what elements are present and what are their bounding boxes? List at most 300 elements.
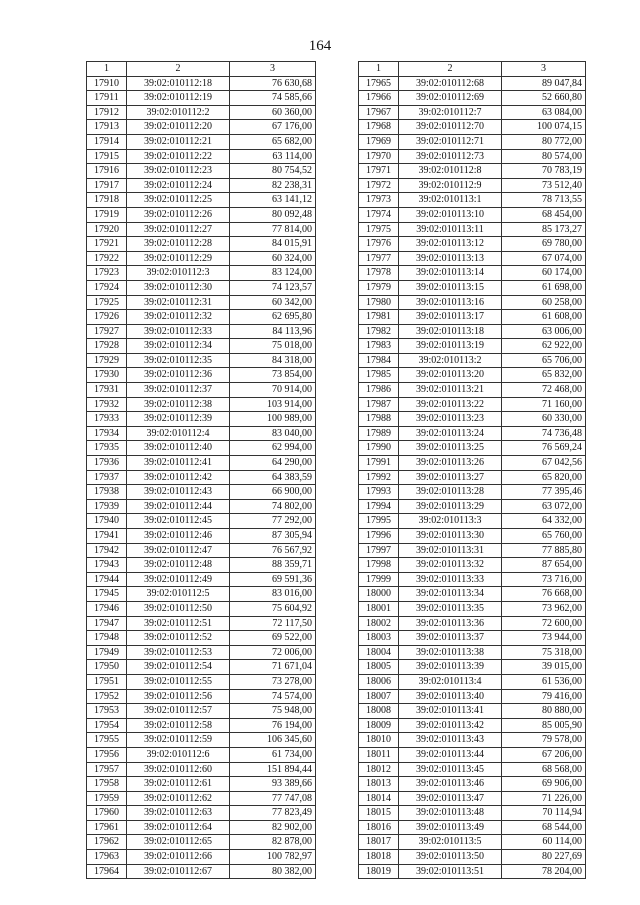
cadastral-code-cell: 39:02:010112:71 bbox=[399, 134, 502, 149]
row-number-cell: 18003 bbox=[359, 631, 399, 646]
row-number-cell: 17997 bbox=[359, 543, 399, 558]
row-number-cell: 17918 bbox=[87, 193, 127, 208]
cadastral-code-cell: 39:02:010112:32 bbox=[127, 310, 230, 325]
cadastral-code-cell: 39:02:010113:20 bbox=[399, 368, 502, 383]
cadastral-code-cell: 39:02:010112:19 bbox=[127, 91, 230, 106]
cadastral-code-cell: 39:02:010113:4 bbox=[399, 674, 502, 689]
cadastral-code-cell: 39:02:010112:5 bbox=[127, 587, 230, 602]
value-cell: 77 292,00 bbox=[230, 514, 316, 529]
value-cell: 63 141,12 bbox=[230, 193, 316, 208]
row-number-cell: 17938 bbox=[87, 485, 127, 500]
cadastral-code-cell: 39:02:010112:37 bbox=[127, 383, 230, 398]
cadastral-code-cell: 39:02:010113:28 bbox=[399, 485, 502, 500]
value-cell: 69 906,00 bbox=[502, 777, 586, 792]
row-number-cell: 17991 bbox=[359, 456, 399, 471]
cadastral-code-cell: 39:02:010112:70 bbox=[399, 120, 502, 135]
value-cell: 70 783,19 bbox=[502, 164, 586, 179]
row-number-cell: 17966 bbox=[359, 91, 399, 106]
value-cell: 74 123,57 bbox=[230, 280, 316, 295]
value-cell: 80 772,00 bbox=[502, 134, 586, 149]
value-cell: 83 016,00 bbox=[230, 587, 316, 602]
cadastral-code-cell: 39:02:010112:55 bbox=[127, 674, 230, 689]
table-row bbox=[359, 295, 586, 310]
value-cell: 71 226,00 bbox=[502, 791, 586, 806]
table-row bbox=[87, 470, 316, 485]
column-header-value: 3 bbox=[230, 62, 316, 77]
value-cell: 61 608,00 bbox=[502, 310, 586, 325]
cadastral-code-cell: 39:02:010113:36 bbox=[399, 616, 502, 631]
value-cell: 76 567,92 bbox=[230, 543, 316, 558]
value-cell: 85 005,90 bbox=[502, 718, 586, 733]
row-number-cell: 18011 bbox=[359, 747, 399, 762]
row-number-cell: 17954 bbox=[87, 718, 127, 733]
value-cell: 151 894,44 bbox=[230, 762, 316, 777]
cadastral-code-cell: 39:02:010113:43 bbox=[399, 733, 502, 748]
value-cell: 62 994,00 bbox=[230, 441, 316, 456]
value-cell: 89 047,84 bbox=[502, 76, 586, 91]
table-row bbox=[87, 485, 316, 500]
row-number-cell: 17977 bbox=[359, 251, 399, 266]
row-number-cell: 17929 bbox=[87, 353, 127, 368]
cadastral-code-cell: 39:02:010113:27 bbox=[399, 470, 502, 485]
row-number-cell: 17948 bbox=[87, 631, 127, 646]
table-row bbox=[87, 368, 316, 383]
row-number-cell: 17996 bbox=[359, 529, 399, 544]
cadastral-code-cell: 39:02:010113:50 bbox=[399, 850, 502, 865]
cadastral-code-cell: 39:02:010112:22 bbox=[127, 149, 230, 164]
table-row bbox=[87, 164, 316, 179]
value-cell: 73 944,00 bbox=[502, 631, 586, 646]
table-row bbox=[87, 383, 316, 398]
table-row bbox=[359, 850, 586, 865]
value-cell: 39 015,00 bbox=[502, 660, 586, 675]
row-number-cell: 18010 bbox=[359, 733, 399, 748]
value-cell: 67 176,00 bbox=[230, 120, 316, 135]
row-number-cell: 17924 bbox=[87, 280, 127, 295]
cadastral-code-cell: 39:02:010112:8 bbox=[399, 164, 502, 179]
table-row bbox=[359, 835, 586, 850]
table-row bbox=[87, 791, 316, 806]
row-number-cell: 18014 bbox=[359, 791, 399, 806]
row-number-cell: 17992 bbox=[359, 470, 399, 485]
row-number-cell: 17981 bbox=[359, 310, 399, 325]
row-number-cell: 17970 bbox=[359, 149, 399, 164]
value-cell: 60 342,00 bbox=[230, 295, 316, 310]
row-number-cell: 17979 bbox=[359, 280, 399, 295]
row-number-cell: 18002 bbox=[359, 616, 399, 631]
table-row bbox=[87, 777, 316, 792]
cadastral-code-cell: 39:02:010113:45 bbox=[399, 762, 502, 777]
value-cell: 62 922,00 bbox=[502, 339, 586, 354]
value-cell: 80 382,00 bbox=[230, 864, 316, 879]
table-row bbox=[359, 529, 586, 544]
row-number-cell: 18001 bbox=[359, 601, 399, 616]
value-cell: 87 305,94 bbox=[230, 529, 316, 544]
row-number-cell: 17968 bbox=[359, 120, 399, 135]
column-header-cadastral-code: 2 bbox=[399, 62, 502, 77]
cadastral-code-cell: 39:02:010113:15 bbox=[399, 280, 502, 295]
row-number-cell: 17983 bbox=[359, 339, 399, 354]
row-number-cell: 18005 bbox=[359, 660, 399, 675]
row-number-cell: 17955 bbox=[87, 733, 127, 748]
row-number-cell: 17922 bbox=[87, 251, 127, 266]
cadastral-code-cell: 39:02:010113:16 bbox=[399, 295, 502, 310]
value-cell: 73 962,00 bbox=[502, 601, 586, 616]
table-row bbox=[359, 339, 586, 354]
value-cell: 74 736,48 bbox=[502, 426, 586, 441]
cadastral-code-cell: 39:02:010112:18 bbox=[127, 76, 230, 91]
row-number-cell: 17942 bbox=[87, 543, 127, 558]
table-row bbox=[359, 441, 586, 456]
table-row bbox=[359, 674, 586, 689]
table-row bbox=[359, 105, 586, 120]
cadastral-code-cell: 39:02:010112:34 bbox=[127, 339, 230, 354]
value-cell: 69 591,36 bbox=[230, 572, 316, 587]
cadastral-code-cell: 39:02:010113:25 bbox=[399, 441, 502, 456]
row-number-cell: 17912 bbox=[87, 105, 127, 120]
table-row bbox=[359, 704, 586, 719]
table-row bbox=[87, 310, 316, 325]
cadastral-code-cell: 39:02:010112:39 bbox=[127, 412, 230, 427]
row-number-cell: 17935 bbox=[87, 441, 127, 456]
value-cell: 67 206,00 bbox=[502, 747, 586, 762]
row-number-cell: 18017 bbox=[359, 835, 399, 850]
cadastral-code-cell: 39:02:010112:7 bbox=[399, 105, 502, 120]
row-number-cell: 18018 bbox=[359, 850, 399, 865]
cadastral-code-cell: 39:02:010113:22 bbox=[399, 397, 502, 412]
table-row bbox=[359, 791, 586, 806]
cadastral-code-cell: 39:02:010113:48 bbox=[399, 806, 502, 821]
value-cell: 67 042,56 bbox=[502, 456, 586, 471]
page-number: 164 bbox=[308, 38, 332, 54]
row-number-cell: 17964 bbox=[87, 864, 127, 879]
table-row bbox=[359, 280, 586, 295]
value-cell: 83 040,00 bbox=[230, 426, 316, 441]
cadastral-code-cell: 39:02:010112:61 bbox=[127, 777, 230, 792]
cadastral-code-cell: 39:02:010112:57 bbox=[127, 704, 230, 719]
table-row bbox=[359, 120, 586, 135]
table-row bbox=[359, 747, 586, 762]
value-cell: 79 578,00 bbox=[502, 733, 586, 748]
table-row bbox=[87, 850, 316, 865]
cadastral-code-cell: 39:02:010112:45 bbox=[127, 514, 230, 529]
value-cell: 100 782,97 bbox=[230, 850, 316, 865]
cadastral-code-cell: 39:02:010113:38 bbox=[399, 645, 502, 660]
row-number-cell: 18007 bbox=[359, 689, 399, 704]
row-number-cell: 17980 bbox=[359, 295, 399, 310]
cadastral-code-cell: 39:02:010112:59 bbox=[127, 733, 230, 748]
cadastral-code-cell: 39:02:010113:3 bbox=[399, 514, 502, 529]
table-row bbox=[87, 105, 316, 120]
row-number-cell: 17998 bbox=[359, 558, 399, 573]
table-row bbox=[87, 835, 316, 850]
row-number-cell: 17911 bbox=[87, 91, 127, 106]
cadastral-code-cell: 39:02:010112:24 bbox=[127, 178, 230, 193]
table-row bbox=[87, 806, 316, 821]
table-row bbox=[87, 456, 316, 471]
cadastral-code-cell: 39:02:010113:29 bbox=[399, 499, 502, 514]
cadastral-code-cell: 39:02:010113:10 bbox=[399, 207, 502, 222]
cadastral-code-cell: 39:02:010112:64 bbox=[127, 820, 230, 835]
value-cell: 52 660,80 bbox=[502, 91, 586, 106]
cadastral-code-cell: 39:02:010112:29 bbox=[127, 251, 230, 266]
row-number-cell: 17930 bbox=[87, 368, 127, 383]
table-row bbox=[87, 689, 316, 704]
cadastral-code-cell: 39:02:010113:5 bbox=[399, 835, 502, 850]
row-number-cell: 17939 bbox=[87, 499, 127, 514]
value-cell: 93 389,66 bbox=[230, 777, 316, 792]
cadastral-code-cell: 39:02:010113:30 bbox=[399, 529, 502, 544]
table-row bbox=[359, 251, 586, 266]
table-row bbox=[87, 820, 316, 835]
value-cell: 82 902,00 bbox=[230, 820, 316, 835]
row-number-cell: 17953 bbox=[87, 704, 127, 719]
table-row bbox=[87, 266, 316, 281]
table-row bbox=[359, 456, 586, 471]
row-number-cell: 17928 bbox=[87, 339, 127, 354]
row-number-cell: 17952 bbox=[87, 689, 127, 704]
value-cell: 75 604,92 bbox=[230, 601, 316, 616]
value-cell: 73 854,00 bbox=[230, 368, 316, 383]
value-cell: 60 174,00 bbox=[502, 266, 586, 281]
value-cell: 64 332,00 bbox=[502, 514, 586, 529]
value-cell: 65 820,00 bbox=[502, 470, 586, 485]
cadastral-code-cell: 39:02:010112:20 bbox=[127, 120, 230, 135]
row-number-cell: 17920 bbox=[87, 222, 127, 237]
table-row bbox=[87, 222, 316, 237]
row-number-cell: 18006 bbox=[359, 674, 399, 689]
value-cell: 61 734,00 bbox=[230, 747, 316, 762]
row-number-cell: 17944 bbox=[87, 572, 127, 587]
row-number-cell: 17940 bbox=[87, 514, 127, 529]
table-row bbox=[359, 397, 586, 412]
table-row bbox=[359, 193, 586, 208]
row-number-cell: 17936 bbox=[87, 456, 127, 471]
cadastral-code-cell: 39:02:010112:38 bbox=[127, 397, 230, 412]
cadastral-code-cell: 39:02:010113:34 bbox=[399, 587, 502, 602]
row-number-cell: 17945 bbox=[87, 587, 127, 602]
cadastral-code-cell: 39:02:010113:51 bbox=[399, 864, 502, 879]
cadastral-code-cell: 39:02:010112:33 bbox=[127, 324, 230, 339]
value-cell: 63 084,00 bbox=[502, 105, 586, 120]
value-cell: 80 754,52 bbox=[230, 164, 316, 179]
value-cell: 74 802,00 bbox=[230, 499, 316, 514]
table-row bbox=[87, 558, 316, 573]
row-number-cell: 17910 bbox=[87, 76, 127, 91]
row-number-cell: 17994 bbox=[359, 499, 399, 514]
table-row bbox=[87, 91, 316, 106]
table-row bbox=[87, 499, 316, 514]
table-row bbox=[87, 441, 316, 456]
cadastral-code-cell: 39:02:010112:53 bbox=[127, 645, 230, 660]
table-row bbox=[87, 134, 316, 149]
row-number-cell: 17925 bbox=[87, 295, 127, 310]
value-cell: 69 780,00 bbox=[502, 237, 586, 252]
table-row bbox=[87, 543, 316, 558]
table-row bbox=[359, 470, 586, 485]
row-number-cell: 17962 bbox=[87, 835, 127, 850]
table-row bbox=[87, 280, 316, 295]
table-row bbox=[359, 164, 586, 179]
row-number-cell: 18019 bbox=[359, 864, 399, 879]
table-row bbox=[359, 806, 586, 821]
value-cell: 72 600,00 bbox=[502, 616, 586, 631]
value-cell: 62 695,80 bbox=[230, 310, 316, 325]
table-row bbox=[87, 645, 316, 660]
row-number-cell: 18015 bbox=[359, 806, 399, 821]
value-cell: 76 630,68 bbox=[230, 76, 316, 91]
table-row bbox=[359, 266, 586, 281]
value-cell: 67 074,00 bbox=[502, 251, 586, 266]
column-header-number: 1 bbox=[359, 62, 399, 77]
cadastral-code-cell: 39:02:010112:26 bbox=[127, 207, 230, 222]
table-row bbox=[87, 397, 316, 412]
cadastral-code-cell: 39:02:010112:46 bbox=[127, 529, 230, 544]
row-number-cell: 17999 bbox=[359, 572, 399, 587]
cadastral-code-cell: 39:02:010113:11 bbox=[399, 222, 502, 237]
value-cell: 65 706,00 bbox=[502, 353, 586, 368]
row-number-cell: 17967 bbox=[359, 105, 399, 120]
value-cell: 72 117,50 bbox=[230, 616, 316, 631]
value-cell: 77 885,80 bbox=[502, 543, 586, 558]
row-number-cell: 17958 bbox=[87, 777, 127, 792]
table-row bbox=[87, 295, 316, 310]
cadastral-code-cell: 39:02:010113:32 bbox=[399, 558, 502, 573]
value-cell: 82 238,31 bbox=[230, 178, 316, 193]
table-row bbox=[87, 674, 316, 689]
cadastral-code-cell: 39:02:010112:27 bbox=[127, 222, 230, 237]
cadastral-code-cell: 39:02:010113:24 bbox=[399, 426, 502, 441]
column-header-value: 3 bbox=[502, 62, 586, 77]
cadastral-code-cell: 39:02:010112:40 bbox=[127, 441, 230, 456]
row-number-cell: 17943 bbox=[87, 558, 127, 573]
value-cell: 76 668,00 bbox=[502, 587, 586, 602]
cadastral-code-cell: 39:02:010112:21 bbox=[127, 134, 230, 149]
cadastral-code-cell: 39:02:010112:47 bbox=[127, 543, 230, 558]
value-cell: 83 124,00 bbox=[230, 266, 316, 281]
table-header-row bbox=[359, 62, 586, 77]
table-row bbox=[87, 76, 316, 91]
table-row bbox=[87, 193, 316, 208]
cadastral-code-cell: 39:02:010112:69 bbox=[399, 91, 502, 106]
table-row bbox=[87, 572, 316, 587]
row-number-cell: 17932 bbox=[87, 397, 127, 412]
cadastral-code-cell: 39:02:010112:31 bbox=[127, 295, 230, 310]
row-number-cell: 17965 bbox=[359, 76, 399, 91]
cadastral-code-cell: 39:02:010113:44 bbox=[399, 747, 502, 762]
table-row bbox=[359, 543, 586, 558]
cadastral-code-cell: 39:02:010112:42 bbox=[127, 470, 230, 485]
row-number-cell: 17989 bbox=[359, 426, 399, 441]
row-number-cell: 17947 bbox=[87, 616, 127, 631]
table-row bbox=[359, 645, 586, 660]
cadastral-code-cell: 39:02:010113:33 bbox=[399, 572, 502, 587]
value-cell: 78 713,55 bbox=[502, 193, 586, 208]
cadastral-code-cell: 39:02:010112:9 bbox=[399, 178, 502, 193]
cadastral-code-cell: 39:02:010112:30 bbox=[127, 280, 230, 295]
value-cell: 69 522,00 bbox=[230, 631, 316, 646]
table-row bbox=[87, 178, 316, 193]
row-number-cell: 17917 bbox=[87, 178, 127, 193]
value-cell: 76 569,24 bbox=[502, 441, 586, 456]
table-header-row bbox=[87, 62, 316, 77]
table-row bbox=[359, 718, 586, 733]
table-body bbox=[87, 76, 316, 879]
row-number-cell: 18012 bbox=[359, 762, 399, 777]
value-cell: 77 747,08 bbox=[230, 791, 316, 806]
row-number-cell: 18000 bbox=[359, 587, 399, 602]
row-number-cell: 17988 bbox=[359, 412, 399, 427]
value-cell: 103 914,00 bbox=[230, 397, 316, 412]
cadastral-code-cell: 39:02:010112:48 bbox=[127, 558, 230, 573]
value-cell: 74 574,00 bbox=[230, 689, 316, 704]
table-row bbox=[359, 485, 586, 500]
row-number-cell: 17927 bbox=[87, 324, 127, 339]
table-row bbox=[359, 587, 586, 602]
cadastral-code-cell: 39:02:010113:37 bbox=[399, 631, 502, 646]
value-cell: 75 948,00 bbox=[230, 704, 316, 719]
row-number-cell: 18004 bbox=[359, 645, 399, 660]
row-number-cell: 17982 bbox=[359, 324, 399, 339]
table-row bbox=[359, 76, 586, 91]
cadastral-code-cell: 39:02:010112:54 bbox=[127, 660, 230, 675]
value-cell: 88 359,71 bbox=[230, 558, 316, 573]
table-row bbox=[359, 222, 586, 237]
cadastral-code-cell: 39:02:010112:3 bbox=[127, 266, 230, 281]
table-row bbox=[87, 237, 316, 252]
value-cell: 73 512,40 bbox=[502, 178, 586, 193]
value-cell: 72 006,00 bbox=[230, 645, 316, 660]
value-cell: 63 006,00 bbox=[502, 324, 586, 339]
value-cell: 76 194,00 bbox=[230, 718, 316, 733]
cadastral-code-cell: 39:02:010113:47 bbox=[399, 791, 502, 806]
value-cell: 87 654,00 bbox=[502, 558, 586, 573]
table-row bbox=[359, 762, 586, 777]
table-row bbox=[359, 689, 586, 704]
cadastral-code-cell: 39:02:010112:28 bbox=[127, 237, 230, 252]
table-row bbox=[359, 426, 586, 441]
row-number-cell: 17956 bbox=[87, 747, 127, 762]
value-cell: 71 160,00 bbox=[502, 397, 586, 412]
table-row bbox=[359, 777, 586, 792]
value-cell: 71 671,04 bbox=[230, 660, 316, 675]
row-number-cell: 17978 bbox=[359, 266, 399, 281]
table-row bbox=[359, 820, 586, 835]
cadastral-code-cell: 39:02:010112:65 bbox=[127, 835, 230, 850]
value-cell: 100 989,00 bbox=[230, 412, 316, 427]
cadastral-code-cell: 39:02:010112:67 bbox=[127, 864, 230, 879]
value-cell: 66 900,00 bbox=[230, 485, 316, 500]
value-cell: 60 360,00 bbox=[230, 105, 316, 120]
value-cell: 75 018,00 bbox=[230, 339, 316, 354]
table-row bbox=[359, 324, 586, 339]
row-number-cell: 17961 bbox=[87, 820, 127, 835]
cadastral-code-cell: 39:02:010113:14 bbox=[399, 266, 502, 281]
value-cell: 68 568,00 bbox=[502, 762, 586, 777]
cadastral-code-cell: 39:02:010112:62 bbox=[127, 791, 230, 806]
value-cell: 60 258,00 bbox=[502, 295, 586, 310]
table-row bbox=[359, 514, 586, 529]
row-number-cell: 17963 bbox=[87, 850, 127, 865]
row-number-cell: 17923 bbox=[87, 266, 127, 281]
table-row bbox=[87, 733, 316, 748]
row-number-cell: 17990 bbox=[359, 441, 399, 456]
cadastral-code-cell: 39:02:010112:73 bbox=[399, 149, 502, 164]
value-cell: 60 114,00 bbox=[502, 835, 586, 850]
cadastral-code-cell: 39:02:010113:41 bbox=[399, 704, 502, 719]
table-row bbox=[359, 368, 586, 383]
row-number-cell: 17941 bbox=[87, 529, 127, 544]
